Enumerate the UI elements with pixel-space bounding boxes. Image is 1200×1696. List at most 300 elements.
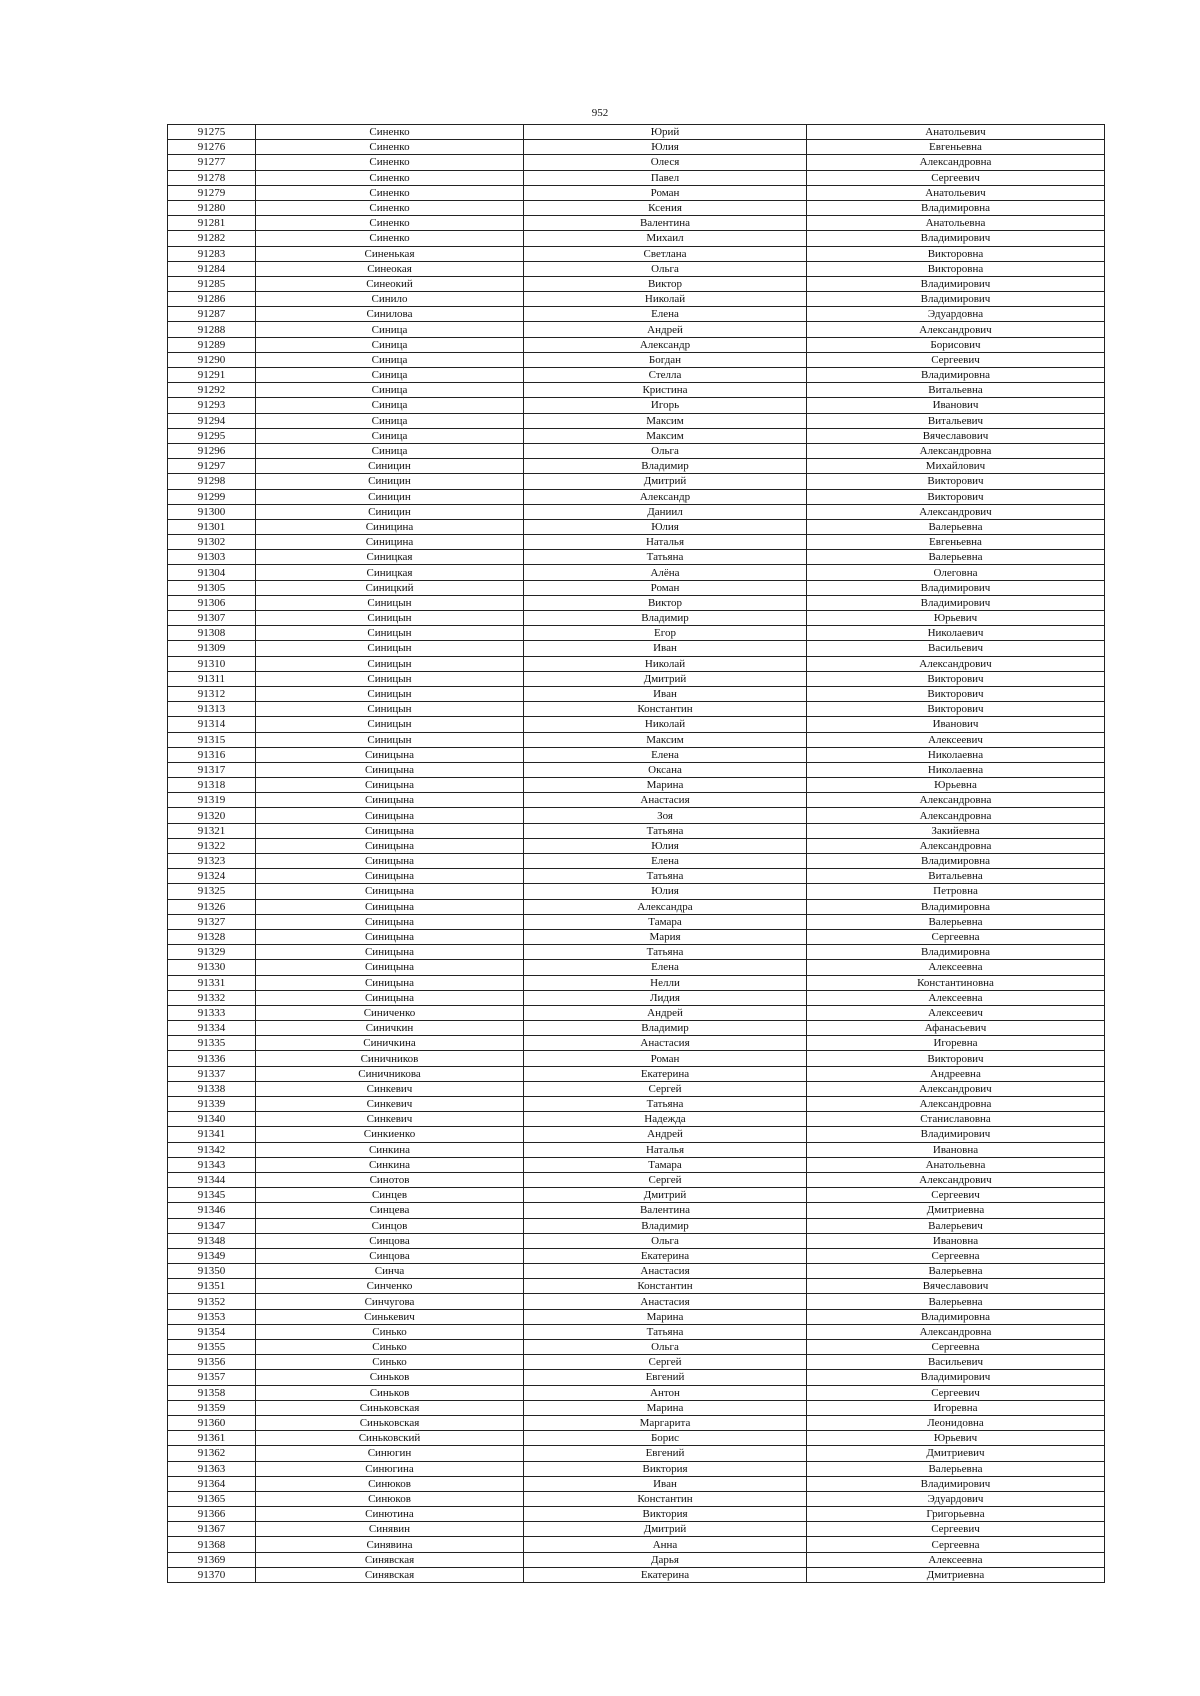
- first-name-cell: Владимир: [524, 1218, 807, 1233]
- first-name-cell: Марина: [524, 1400, 807, 1415]
- number-cell: 91339: [168, 1097, 256, 1112]
- surname-cell: Синичкин: [256, 1021, 524, 1036]
- patronymic-cell: Николаевна: [807, 762, 1105, 777]
- patronymic-cell: Владимирович: [807, 292, 1105, 307]
- number-cell: 91276: [168, 140, 256, 155]
- number-cell: 91331: [168, 975, 256, 990]
- surname-cell: Синичкина: [256, 1036, 524, 1051]
- patronymic-cell: Иванович: [807, 398, 1105, 413]
- number-cell: 91362: [168, 1446, 256, 1461]
- surname-cell: Синютина: [256, 1507, 524, 1522]
- number-cell: 91299: [168, 489, 256, 504]
- table-row: [168, 1157, 1105, 1172]
- patronymic-cell: Ивановна: [807, 1142, 1105, 1157]
- number-cell: 91324: [168, 869, 256, 884]
- number-cell: 91369: [168, 1552, 256, 1567]
- table-row: [168, 717, 1105, 732]
- patronymic-cell: Михайлович: [807, 459, 1105, 474]
- surname-cell: Синько: [256, 1340, 524, 1355]
- table-row: [168, 261, 1105, 276]
- registry-table: [167, 124, 1105, 1583]
- surname-cell: Синенко: [256, 185, 524, 200]
- patronymic-cell: Евгеньевна: [807, 140, 1105, 155]
- patronymic-cell: Владимировна: [807, 1309, 1105, 1324]
- surname-cell: Синицкий: [256, 580, 524, 595]
- table-row: [168, 1431, 1105, 1446]
- table-row: [168, 231, 1105, 246]
- number-cell: 91357: [168, 1370, 256, 1385]
- first-name-cell: Владимир: [524, 1021, 807, 1036]
- table-row: [168, 1233, 1105, 1248]
- number-cell: 91328: [168, 929, 256, 944]
- patronymic-cell: Валерьевна: [807, 1264, 1105, 1279]
- number-cell: 91370: [168, 1567, 256, 1582]
- surname-cell: Синицкая: [256, 565, 524, 580]
- table-row: [168, 1051, 1105, 1066]
- surname-cell: Синкевич: [256, 1097, 524, 1112]
- number-cell: 91316: [168, 747, 256, 762]
- surname-cell: Синцева: [256, 1203, 524, 1218]
- patronymic-cell: Сергеевич: [807, 1385, 1105, 1400]
- first-name-cell: Светлана: [524, 246, 807, 261]
- surname-cell: Синьковский: [256, 1431, 524, 1446]
- first-name-cell: Антон: [524, 1385, 807, 1400]
- number-cell: 91275: [168, 125, 256, 140]
- table-row: [168, 611, 1105, 626]
- surname-cell: Синица: [256, 322, 524, 337]
- number-cell: 91286: [168, 292, 256, 307]
- surname-cell: Синченко: [256, 1279, 524, 1294]
- surname-cell: Синицын: [256, 626, 524, 641]
- patronymic-cell: Алексеевич: [807, 732, 1105, 747]
- patronymic-cell: Александровна: [807, 155, 1105, 170]
- first-name-cell: Евгений: [524, 1370, 807, 1385]
- patronymic-cell: Григорьевна: [807, 1507, 1105, 1522]
- patronymic-cell: Валерьевич: [807, 1218, 1105, 1233]
- table-row: [168, 641, 1105, 656]
- surname-cell: Синило: [256, 292, 524, 307]
- patronymic-cell: Валерьевна: [807, 550, 1105, 565]
- number-cell: 91285: [168, 276, 256, 291]
- number-cell: 91298: [168, 474, 256, 489]
- first-name-cell: Юрий: [524, 125, 807, 140]
- surname-cell: Синицына: [256, 975, 524, 990]
- table-row: [168, 1005, 1105, 1020]
- table-row: [168, 945, 1105, 960]
- number-cell: 91283: [168, 246, 256, 261]
- patronymic-cell: Владимирович: [807, 595, 1105, 610]
- first-name-cell: Татьяна: [524, 869, 807, 884]
- number-cell: 91304: [168, 565, 256, 580]
- first-name-cell: Алёна: [524, 565, 807, 580]
- patronymic-cell: Васильевич: [807, 641, 1105, 656]
- table-row: [168, 808, 1105, 823]
- number-cell: 91346: [168, 1203, 256, 1218]
- first-name-cell: Екатерина: [524, 1567, 807, 1582]
- surname-cell: Синицын: [256, 641, 524, 656]
- patronymic-cell: Александрович: [807, 504, 1105, 519]
- patronymic-cell: Викторович: [807, 1051, 1105, 1066]
- number-cell: 91291: [168, 368, 256, 383]
- first-name-cell: Юлия: [524, 838, 807, 853]
- first-name-cell: Александр: [524, 489, 807, 504]
- table-row: [168, 778, 1105, 793]
- patronymic-cell: Алексеевна: [807, 960, 1105, 975]
- number-cell: 91297: [168, 459, 256, 474]
- number-cell: 91353: [168, 1309, 256, 1324]
- table-row: [168, 413, 1105, 428]
- table-row: [168, 1142, 1105, 1157]
- patronymic-cell: Анатольевич: [807, 185, 1105, 200]
- surname-cell: Синицына: [256, 869, 524, 884]
- table-row: [168, 793, 1105, 808]
- surname-cell: Синицын: [256, 611, 524, 626]
- surname-cell: Синотов: [256, 1172, 524, 1187]
- surname-cell: Синюков: [256, 1476, 524, 1491]
- number-cell: 91345: [168, 1188, 256, 1203]
- table-row: [168, 1476, 1105, 1491]
- first-name-cell: Дмитрий: [524, 671, 807, 686]
- first-name-cell: Виктория: [524, 1461, 807, 1476]
- surname-cell: Синеокая: [256, 261, 524, 276]
- first-name-cell: Ксения: [524, 200, 807, 215]
- surname-cell: Синявская: [256, 1567, 524, 1582]
- number-cell: 91319: [168, 793, 256, 808]
- patronymic-cell: Витальевич: [807, 413, 1105, 428]
- surname-cell: Синица: [256, 398, 524, 413]
- patronymic-cell: Дмитриевна: [807, 1203, 1105, 1218]
- surname-cell: Синявина: [256, 1537, 524, 1552]
- first-name-cell: Николай: [524, 656, 807, 671]
- surname-cell: Синенко: [256, 125, 524, 140]
- number-cell: 91309: [168, 641, 256, 656]
- patronymic-cell: Васильевич: [807, 1355, 1105, 1370]
- surname-cell: Синицына: [256, 899, 524, 914]
- surname-cell: Синенко: [256, 155, 524, 170]
- first-name-cell: Елена: [524, 307, 807, 322]
- table-row: [168, 565, 1105, 580]
- first-name-cell: Тамара: [524, 1157, 807, 1172]
- number-cell: 91327: [168, 914, 256, 929]
- patronymic-cell: Алексеевна: [807, 1552, 1105, 1567]
- table-row: [168, 1355, 1105, 1370]
- surname-cell: Синицына: [256, 838, 524, 853]
- number-cell: 91330: [168, 960, 256, 975]
- number-cell: 91356: [168, 1355, 256, 1370]
- surname-cell: Синицина: [256, 535, 524, 550]
- number-cell: 91336: [168, 1051, 256, 1066]
- surname-cell: Синицына: [256, 914, 524, 929]
- number-cell: 91308: [168, 626, 256, 641]
- first-name-cell: Стелла: [524, 368, 807, 383]
- surname-cell: Синкевич: [256, 1112, 524, 1127]
- surname-cell: Синенко: [256, 231, 524, 246]
- patronymic-cell: Владимировна: [807, 945, 1105, 960]
- patronymic-cell: Алексеевна: [807, 990, 1105, 1005]
- table-row: [168, 838, 1105, 853]
- patronymic-cell: Александровна: [807, 1097, 1105, 1112]
- first-name-cell: Максим: [524, 732, 807, 747]
- first-name-cell: Кристина: [524, 383, 807, 398]
- first-name-cell: Сергей: [524, 1355, 807, 1370]
- first-name-cell: Константин: [524, 1491, 807, 1506]
- patronymic-cell: Владимировна: [807, 200, 1105, 215]
- first-name-cell: Юлия: [524, 140, 807, 155]
- surname-cell: Синько: [256, 1324, 524, 1339]
- first-name-cell: Ольга: [524, 1340, 807, 1355]
- table-row: [168, 307, 1105, 322]
- table-row: [168, 671, 1105, 686]
- first-name-cell: Иван: [524, 641, 807, 656]
- first-name-cell: Анна: [524, 1537, 807, 1552]
- patronymic-cell: Валерьевна: [807, 1294, 1105, 1309]
- surname-cell: Синицын: [256, 702, 524, 717]
- surname-cell: Синицына: [256, 854, 524, 869]
- first-name-cell: Анастасия: [524, 1294, 807, 1309]
- patronymic-cell: Владимирович: [807, 580, 1105, 595]
- first-name-cell: Анастасия: [524, 1264, 807, 1279]
- patronymic-cell: Владимировна: [807, 854, 1105, 869]
- table-row: [168, 914, 1105, 929]
- surname-cell: Синицын: [256, 595, 524, 610]
- number-cell: 91312: [168, 686, 256, 701]
- patronymic-cell: Викторович: [807, 671, 1105, 686]
- first-name-cell: Олеся: [524, 155, 807, 170]
- first-name-cell: Николай: [524, 717, 807, 732]
- table-row: [168, 990, 1105, 1005]
- table-row: [168, 1340, 1105, 1355]
- table-row: [168, 322, 1105, 337]
- first-name-cell: Наталья: [524, 1142, 807, 1157]
- table-row: [168, 1021, 1105, 1036]
- number-cell: 91321: [168, 823, 256, 838]
- patronymic-cell: Анатольевна: [807, 216, 1105, 231]
- patronymic-cell: Алексеевич: [807, 1005, 1105, 1020]
- number-cell: 91301: [168, 519, 256, 534]
- first-name-cell: Валентина: [524, 216, 807, 231]
- first-name-cell: Роман: [524, 580, 807, 595]
- table-row: [168, 656, 1105, 671]
- number-cell: 91314: [168, 717, 256, 732]
- first-name-cell: Роман: [524, 185, 807, 200]
- patronymic-cell: Викторович: [807, 702, 1105, 717]
- surname-cell: Синько: [256, 1355, 524, 1370]
- table-row: [168, 595, 1105, 610]
- table-row: [168, 1400, 1105, 1415]
- table-row: [168, 1446, 1105, 1461]
- surname-cell: Синча: [256, 1264, 524, 1279]
- number-cell: 91303: [168, 550, 256, 565]
- patronymic-cell: Валерьевна: [807, 914, 1105, 929]
- patronymic-cell: Афанасьевич: [807, 1021, 1105, 1036]
- first-name-cell: Владимир: [524, 459, 807, 474]
- patronymic-cell: Юрьевич: [807, 611, 1105, 626]
- patronymic-cell: Станиславовна: [807, 1112, 1105, 1127]
- number-cell: 91313: [168, 702, 256, 717]
- patronymic-cell: Сергеевна: [807, 1537, 1105, 1552]
- table-row: [168, 960, 1105, 975]
- table-row: [168, 519, 1105, 534]
- first-name-cell: Валентина: [524, 1203, 807, 1218]
- number-cell: 91333: [168, 1005, 256, 1020]
- patronymic-cell: Эдуардович: [807, 1491, 1105, 1506]
- table-row: [168, 686, 1105, 701]
- first-name-cell: Александр: [524, 337, 807, 352]
- patronymic-cell: Андреевна: [807, 1066, 1105, 1081]
- patronymic-cell: Владимирович: [807, 1127, 1105, 1142]
- surname-cell: Синицын: [256, 656, 524, 671]
- table-row: [168, 1324, 1105, 1339]
- table-row: [168, 352, 1105, 367]
- patronymic-cell: Вячеславович: [807, 1279, 1105, 1294]
- patronymic-cell: Викторович: [807, 686, 1105, 701]
- surname-cell: Синица: [256, 443, 524, 458]
- first-name-cell: Татьяна: [524, 945, 807, 960]
- surname-cell: Синицына: [256, 778, 524, 793]
- table-row: [168, 504, 1105, 519]
- number-cell: 91306: [168, 595, 256, 610]
- number-cell: 91290: [168, 352, 256, 367]
- patronymic-cell: Владимирович: [807, 1476, 1105, 1491]
- first-name-cell: Юлия: [524, 519, 807, 534]
- first-name-cell: Тамара: [524, 914, 807, 929]
- table-row: [168, 975, 1105, 990]
- number-cell: 91343: [168, 1157, 256, 1172]
- first-name-cell: Марина: [524, 1309, 807, 1324]
- surname-cell: Синицына: [256, 747, 524, 762]
- number-cell: 91349: [168, 1248, 256, 1263]
- number-cell: 91292: [168, 383, 256, 398]
- surname-cell: Синица: [256, 337, 524, 352]
- first-name-cell: Мария: [524, 929, 807, 944]
- number-cell: 91295: [168, 428, 256, 443]
- first-name-cell: Дмитрий: [524, 1188, 807, 1203]
- surname-cell: Синкина: [256, 1142, 524, 1157]
- patronymic-cell: Анатольевич: [807, 125, 1105, 140]
- number-cell: 91279: [168, 185, 256, 200]
- patronymic-cell: Игоревна: [807, 1400, 1105, 1415]
- patronymic-cell: Александровна: [807, 808, 1105, 823]
- surname-cell: Синичников: [256, 1051, 524, 1066]
- table-row: [168, 869, 1105, 884]
- patronymic-cell: Викторовна: [807, 246, 1105, 261]
- surname-cell: Синицкая: [256, 550, 524, 565]
- first-name-cell: Екатерина: [524, 1248, 807, 1263]
- surname-cell: Синенко: [256, 140, 524, 155]
- patronymic-cell: Владимирович: [807, 276, 1105, 291]
- first-name-cell: Анастасия: [524, 1036, 807, 1051]
- number-cell: 91365: [168, 1491, 256, 1506]
- first-name-cell: Оксана: [524, 762, 807, 777]
- patronymic-cell: Викторович: [807, 489, 1105, 504]
- table-row: [168, 899, 1105, 914]
- surname-cell: Синенко: [256, 200, 524, 215]
- patronymic-cell: Анатольевна: [807, 1157, 1105, 1172]
- surname-cell: Синцова: [256, 1248, 524, 1263]
- surname-cell: Синявин: [256, 1522, 524, 1537]
- number-cell: 91340: [168, 1112, 256, 1127]
- table-row: [168, 170, 1105, 185]
- number-cell: 91350: [168, 1264, 256, 1279]
- patronymic-cell: Викторовна: [807, 261, 1105, 276]
- first-name-cell: Игорь: [524, 398, 807, 413]
- first-name-cell: Егор: [524, 626, 807, 641]
- surname-cell: Синюгин: [256, 1446, 524, 1461]
- surname-cell: Синенькая: [256, 246, 524, 261]
- first-name-cell: Андрей: [524, 322, 807, 337]
- patronymic-cell: Александровна: [807, 838, 1105, 853]
- table-row: [168, 762, 1105, 777]
- number-cell: 91329: [168, 945, 256, 960]
- number-cell: 91302: [168, 535, 256, 550]
- table-row: [168, 1537, 1105, 1552]
- surname-cell: Синицына: [256, 990, 524, 1005]
- patronymic-cell: Валерьевна: [807, 1461, 1105, 1476]
- surname-cell: Синицин: [256, 489, 524, 504]
- surname-cell: Синенко: [256, 170, 524, 185]
- number-cell: 91320: [168, 808, 256, 823]
- first-name-cell: Богдан: [524, 352, 807, 367]
- table-body: [168, 125, 1105, 1583]
- patronymic-cell: Александровна: [807, 443, 1105, 458]
- number-cell: 91348: [168, 1233, 256, 1248]
- surname-cell: Синькевич: [256, 1309, 524, 1324]
- table-row: [168, 1552, 1105, 1567]
- surname-cell: Синкиенко: [256, 1127, 524, 1142]
- number-cell: 91294: [168, 413, 256, 428]
- patronymic-cell: Дмитриевич: [807, 1446, 1105, 1461]
- number-cell: 91310: [168, 656, 256, 671]
- number-cell: 91334: [168, 1021, 256, 1036]
- table-row: [168, 428, 1105, 443]
- table-row: [168, 1522, 1105, 1537]
- table-row: [168, 535, 1105, 550]
- number-cell: 91289: [168, 337, 256, 352]
- patronymic-cell: Сергеевич: [807, 352, 1105, 367]
- patronymic-cell: Владимировна: [807, 368, 1105, 383]
- table-row: [168, 125, 1105, 140]
- patronymic-cell: Вячеславович: [807, 428, 1105, 443]
- patronymic-cell: Игоревна: [807, 1036, 1105, 1051]
- table-row: [168, 732, 1105, 747]
- table-row: [168, 1461, 1105, 1476]
- surname-cell: Синеокий: [256, 276, 524, 291]
- first-name-cell: Михаил: [524, 231, 807, 246]
- number-cell: 91317: [168, 762, 256, 777]
- surname-cell: Синица: [256, 413, 524, 428]
- patronymic-cell: Александрович: [807, 656, 1105, 671]
- number-cell: 91318: [168, 778, 256, 793]
- first-name-cell: Виктор: [524, 595, 807, 610]
- surname-cell: Синенко: [256, 216, 524, 231]
- table-row: [168, 1415, 1105, 1430]
- surname-cell: Синкина: [256, 1157, 524, 1172]
- first-name-cell: Виктория: [524, 1507, 807, 1522]
- first-name-cell: Виктор: [524, 276, 807, 291]
- surname-cell: Синицына: [256, 929, 524, 944]
- table-row: [168, 1491, 1105, 1506]
- surname-cell: Синичникова: [256, 1066, 524, 1081]
- table-row: [168, 1294, 1105, 1309]
- surname-cell: Синилова: [256, 307, 524, 322]
- table-row: [168, 200, 1105, 215]
- number-cell: 91305: [168, 580, 256, 595]
- first-name-cell: Константин: [524, 702, 807, 717]
- table-row: [168, 1385, 1105, 1400]
- number-cell: 91347: [168, 1218, 256, 1233]
- table-row: [168, 1279, 1105, 1294]
- number-cell: 91367: [168, 1522, 256, 1537]
